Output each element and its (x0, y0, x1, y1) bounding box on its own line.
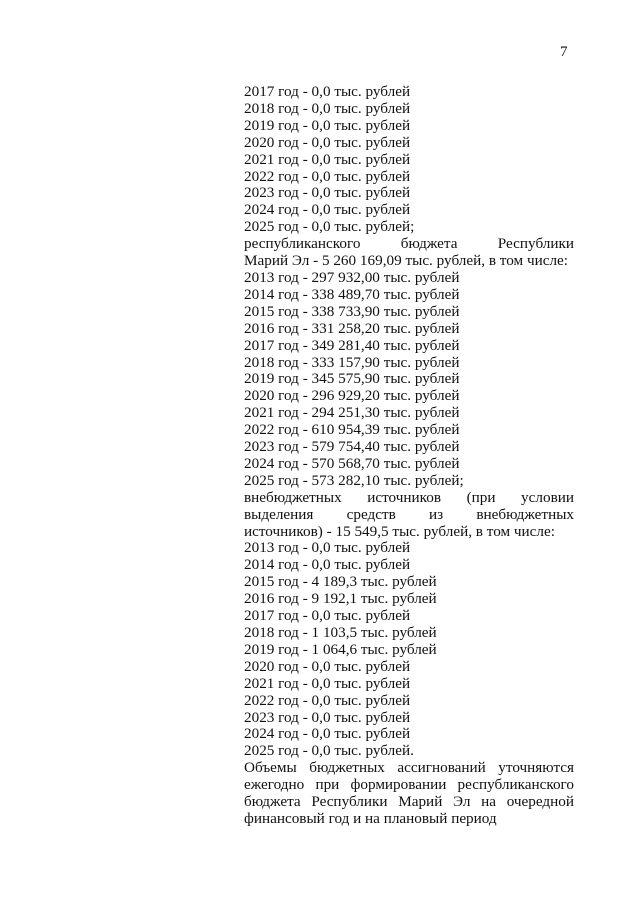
year-line: 2019 год - 0,0 тыс. рублей (244, 116, 411, 134)
extrabudgetary-total: источников) - 15 549,5 тыс. рублей, в том числе: (244, 522, 555, 540)
year-line: 2013 год - 297 932,00 тыс. рублей (244, 268, 460, 286)
republic-budget-section (244, 236, 574, 490)
year-line: 2018 год - 333 157,90 тыс. рублей (244, 353, 460, 371)
year-line: 2017 год - 0,0 тыс. рублей (244, 83, 411, 100)
year-line: 2017 год - 349 281,40 тыс. рублей (244, 336, 460, 354)
year-line: 2016 год - 331 258,20 тыс. рублей (244, 319, 460, 337)
year-line: 2013 год - 0,0 тыс. рублей (244, 539, 411, 557)
year-line: 2014 год - 0,0 тыс. рублей (244, 556, 411, 574)
year-line: 2023 год - 0,0 тыс. рублей (244, 184, 411, 202)
year-line: 2022 год - 0,0 тыс. рублей (244, 167, 411, 185)
year-line: 2023 год - 579 754,40 тыс. рублей (244, 438, 460, 456)
republic-budget-heading: республиканского бюджета Республики (244, 235, 574, 253)
year-line: 2019 год - 1 064,6 тыс. рублей (244, 640, 437, 658)
closing-line: ежегодно при формировании республиканского (244, 776, 574, 794)
year-line: 2024 год - 0,0 тыс. рублей (244, 725, 411, 743)
funding-text (244, 84, 574, 828)
year-line: 2021 год - 0,0 тыс. рублей (244, 150, 411, 168)
year-line: 2015 год - 4 189,3 тыс. рублей (244, 573, 437, 591)
year-line: 2020 год - 0,0 тыс. рублей (244, 657, 411, 675)
republic-budget-total: Марий Эл - 5 260 169,09 тыс. рублей, в том числе: (244, 252, 568, 270)
year-line: 2017 год - 0,0 тыс. рублей (244, 607, 411, 625)
year-line: 2018 год - 0,0 тыс. рублей (244, 99, 411, 117)
extrabudgetary-heading: выделения средств из внебюджетных (244, 505, 574, 523)
year-line: 2016 год - 9 192,1 тыс. рублей (244, 590, 437, 608)
year-line: 2021 год - 294 251,30 тыс. рублей (244, 404, 460, 422)
year-line: 2019 год - 345 575,90 тыс. рублей (244, 370, 460, 388)
year-line: 2024 год - 570 568,70 тыс. рублей (244, 454, 460, 472)
year-line: 2020 год - 0,0 тыс. рублей (244, 133, 411, 151)
year-line: 2025 год - 0,0 тыс. рублей; (244, 218, 415, 236)
closing-paragraph (244, 760, 574, 828)
page-number: 7 (560, 44, 568, 60)
federal-years-list (244, 84, 574, 236)
year-line: 2021 год - 0,0 тыс. рублей (244, 674, 411, 692)
year-line: 2015 год - 338 733,90 тыс. рублей (244, 302, 460, 320)
extrabudgetary-heading: внебюджетных источников (при условии (244, 488, 574, 506)
year-line: 2024 год - 0,0 тыс. рублей (244, 201, 411, 219)
closing-line: бюджета Республики Марий Эл на очередной (244, 793, 574, 811)
year-line: 2014 год - 338 489,70 тыс. рублей (244, 285, 460, 303)
closing-line: финансовый год и на плановый период (244, 809, 497, 827)
year-line: 2022 год - 610 954,39 тыс. рублей (244, 421, 460, 439)
year-line: 2018 год - 1 103,5 тыс. рублей (244, 624, 437, 641)
closing-line: Объемы бюджетных ассигнований уточняются (244, 759, 574, 777)
year-line: 2022 год - 0,0 тыс. рублей (244, 691, 411, 709)
year-line: 2025 год - 0,0 тыс. рублей. (244, 742, 414, 760)
year-line: 2025 год - 573 282,10 тыс. рублей; (244, 471, 464, 489)
extrabudgetary-section (244, 490, 574, 761)
year-line: 2020 год - 296 929,20 тыс. рублей (244, 387, 460, 405)
year-line: 2023 год - 0,0 тыс. рублей (244, 708, 411, 726)
